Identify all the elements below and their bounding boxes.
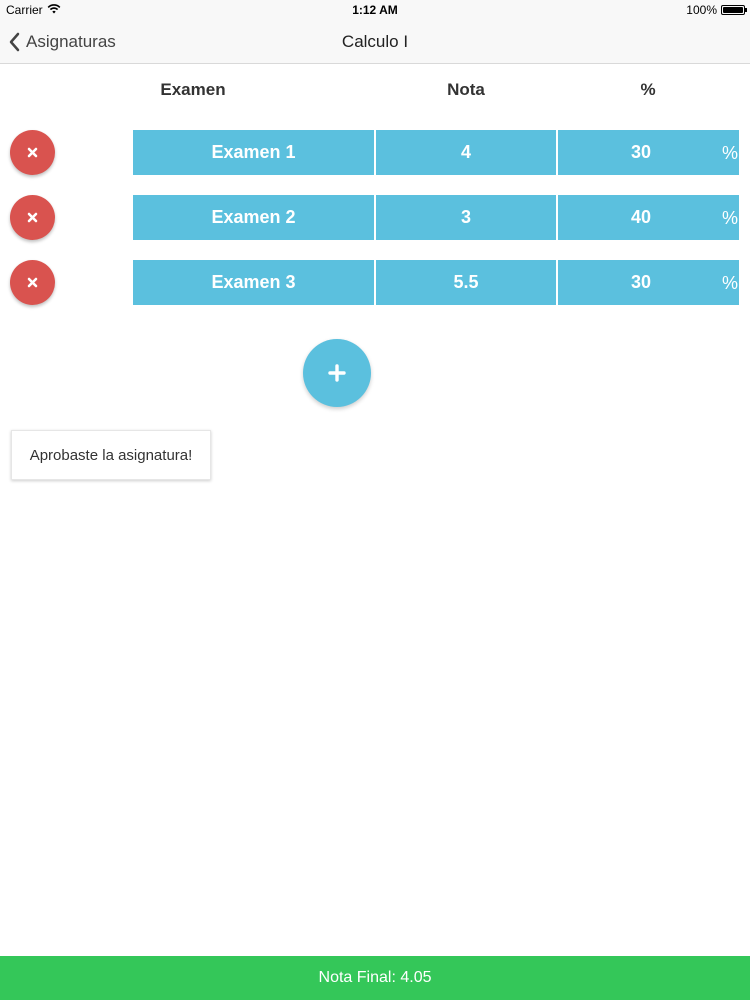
column-header-exam: Examen xyxy=(160,80,226,99)
exam-grade-field[interactable]: 5.5 xyxy=(376,260,556,305)
percent-sign: % xyxy=(721,208,738,228)
chevron-left-icon xyxy=(8,32,20,52)
exam-percent-field[interactable] xyxy=(558,130,739,175)
navigation-bar xyxy=(0,20,750,64)
status-time: 1:12 AM xyxy=(352,3,398,17)
delete-exam-button[interactable] xyxy=(10,260,55,305)
exam-row xyxy=(0,130,750,176)
result-message: Aprobaste la asignatura! xyxy=(11,430,211,480)
page-title: Calculo I xyxy=(341,32,409,51)
final-grade-bar xyxy=(0,956,750,1000)
exam-name-field[interactable]: Examen 1 xyxy=(133,130,374,175)
exam-name-field[interactable]: Examen 2 xyxy=(133,195,374,240)
exam-percent-field[interactable] xyxy=(558,260,739,305)
percent-sign: % xyxy=(721,143,738,163)
exam-row xyxy=(0,195,750,241)
carrier-label: Carrier xyxy=(6,3,43,17)
exam-grade-field[interactable]: 3 xyxy=(376,195,556,240)
status-bar xyxy=(0,0,750,20)
final-grade-label: Nota Final: xyxy=(318,969,396,986)
close-icon xyxy=(27,212,38,223)
add-exam-button[interactable] xyxy=(303,339,371,407)
exam-percent-value: 40 xyxy=(630,207,652,227)
battery-percent: 100% xyxy=(686,3,717,17)
exam-percent-value: 30 xyxy=(630,272,652,292)
final-grade-value: 4.05 xyxy=(400,969,432,986)
delete-exam-button[interactable] xyxy=(10,195,55,240)
column-header-percent: % xyxy=(640,80,656,99)
exam-percent-value: 30 xyxy=(630,142,652,162)
column-header-grade: Nota xyxy=(447,80,485,99)
close-icon xyxy=(27,277,38,288)
back-button[interactable] xyxy=(8,20,116,64)
exam-grade-field[interactable]: 4 xyxy=(376,130,556,175)
percent-sign: % xyxy=(721,273,738,293)
back-label: Asignaturas xyxy=(26,32,116,51)
exam-row xyxy=(0,260,750,306)
exam-percent-field[interactable] xyxy=(558,195,739,240)
close-icon xyxy=(27,147,38,158)
delete-exam-button[interactable] xyxy=(10,130,55,175)
battery-icon xyxy=(721,5,745,15)
plus-icon xyxy=(328,364,346,382)
exam-name-field[interactable]: Examen 3 xyxy=(133,260,374,305)
